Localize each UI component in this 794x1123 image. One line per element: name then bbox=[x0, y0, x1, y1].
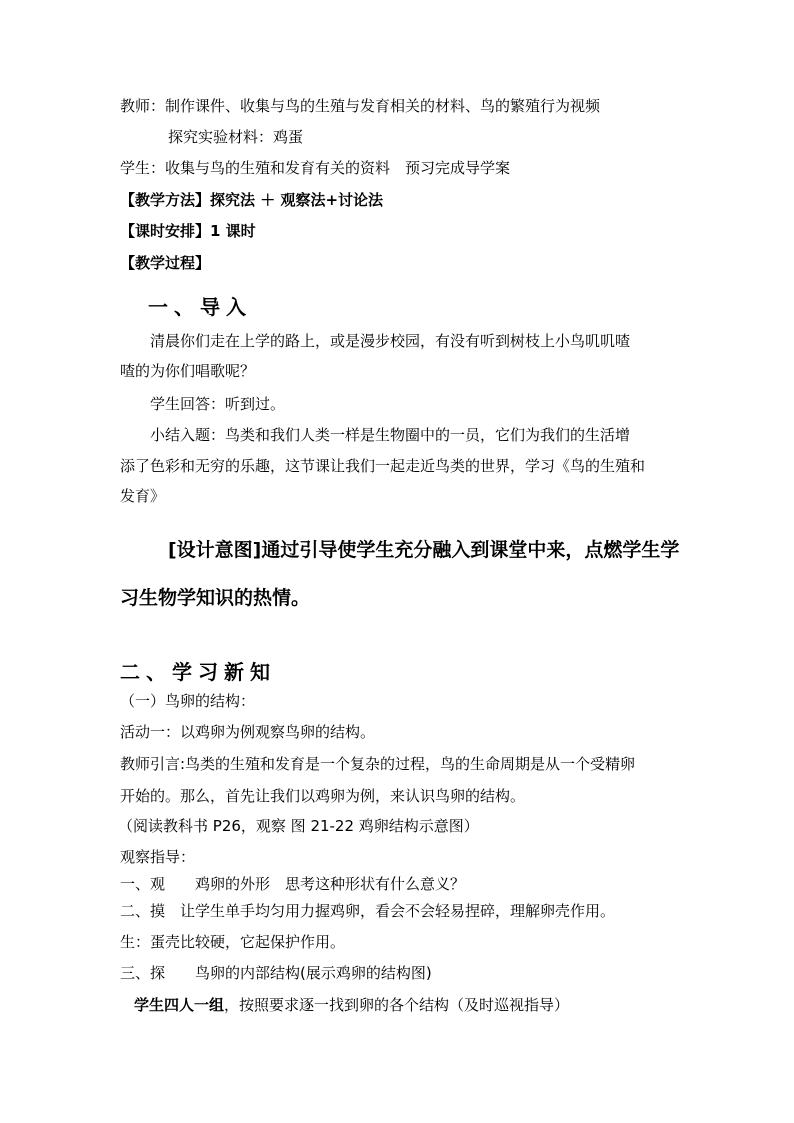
subsection-egg-structure: （一）鸟卵的结构： bbox=[120, 692, 256, 710]
design-intent-line-1: [设计意图]通过引导使学生充分融入到课堂中来，点燃学生学 bbox=[168, 539, 680, 561]
class-schedule: 【课时安排】1 课时 bbox=[120, 222, 256, 240]
teacher-prep: 教师：制作课件、收集与鸟的生殖与发育相关的材料、鸟的繁殖行为视频 bbox=[120, 97, 601, 115]
experiment-materials: 探究实验材料：鸡蛋 bbox=[168, 128, 304, 146]
group-activity-bold: 学生四人一组 bbox=[134, 996, 225, 1014]
teacher-intro-line-2: 开始的。那么，首先让我们以鸡卵为例，来认识鸟卵的结构。 bbox=[120, 787, 526, 805]
group-activity bbox=[134, 994, 569, 1016]
activity-one: 活动一：以鸡卵为例观察鸟卵的结构。 bbox=[120, 723, 376, 741]
student-answer: 学生回答：听到过。 bbox=[150, 395, 286, 413]
summary-line-3: 发育》 bbox=[120, 487, 166, 505]
summary-line-2: 添了色彩和无穷的乐趣，这节课让我们一起走近鸟类的世界，学习《鸟的生殖和 bbox=[120, 457, 646, 475]
section-2-title: 二、学习新知 bbox=[120, 660, 276, 684]
teaching-methods: 【教学方法】探究法 ＋ 观察法+讨论法 bbox=[120, 191, 384, 209]
design-intent-line-2: 习生物学知识的热情。 bbox=[120, 587, 311, 609]
step-explore: 三、探 鸟卵的内部结构(展示鸡卵的结构图) bbox=[120, 964, 432, 982]
intro-paragraph-line-2: 喳的为你们唱歌呢？ bbox=[120, 362, 256, 380]
reading-note: （阅读教科书 P26，观察 图 21-22 鸡卵结构示意图） bbox=[118, 817, 479, 835]
student-response: 生：蛋壳比较硬，它起保护作用。 bbox=[120, 933, 346, 951]
student-prep: 学生：收集与鸟的生殖和发育有关的资料 预习完成导学案 bbox=[120, 159, 511, 177]
step-observe: 一、观 鸡卵的外形 思考这种形状有什么意义？ bbox=[120, 875, 466, 893]
step-touch: 二、摸 让学生单手均匀用力握鸡卵，看会不会轻易捏碎，理解卵壳作用。 bbox=[120, 902, 616, 920]
intro-paragraph-line-1: 清晨你们走在上学的路上，或是漫步校园，有没有听到树枝上小鸟叽叽喳 bbox=[150, 332, 631, 350]
observation-guide: 观察指导： bbox=[120, 848, 196, 866]
summary-line-1: 小结入题：鸟类和我们人类一样是生物圈中的一员，它们为我们的生活增 bbox=[150, 426, 631, 444]
section-1-title: 一、导入 bbox=[148, 295, 252, 319]
teaching-process: 【教学过程】 bbox=[120, 254, 211, 272]
teacher-intro-line-1: 教师引言:鸟类的生殖和发育是一个复杂的过程，鸟的生命周期是从一个受精卵 bbox=[120, 755, 636, 773]
group-activity-rest: ，按照要求逐一找到卵的各个结构（及时巡视指导） bbox=[224, 996, 570, 1014]
